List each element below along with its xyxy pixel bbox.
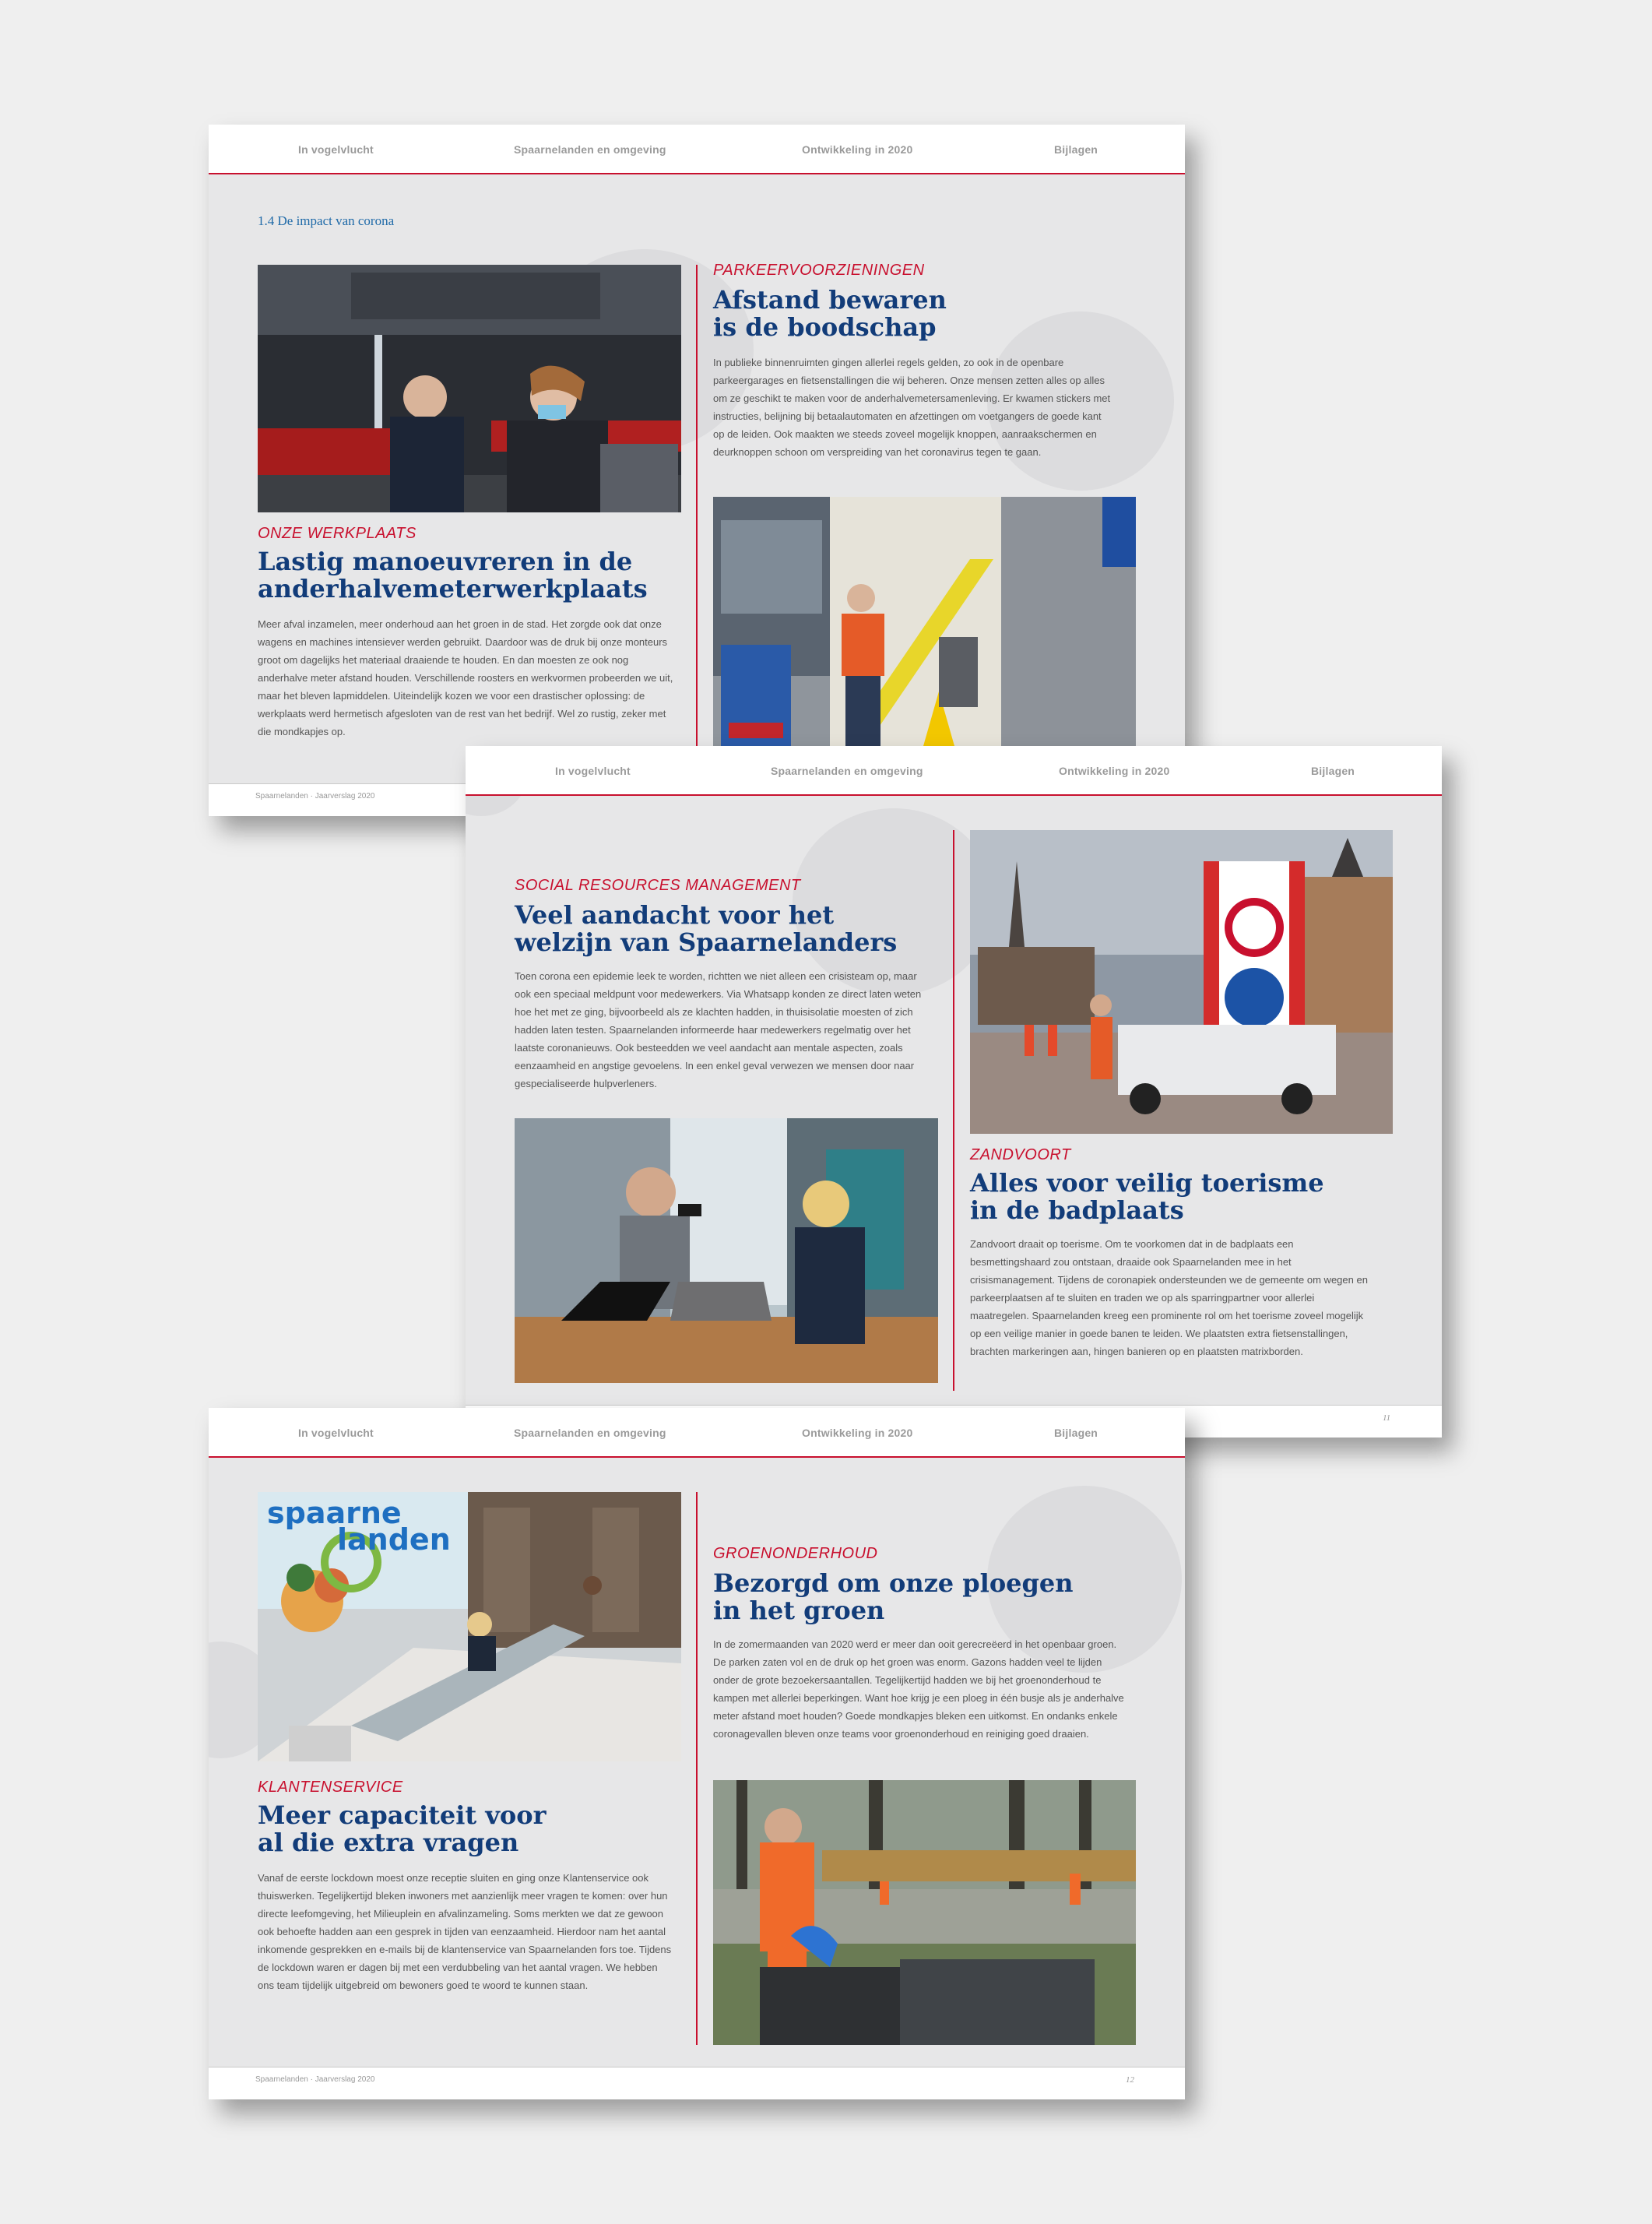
headline-line: Alles voor veilig toerisme bbox=[970, 1168, 1324, 1198]
spaarnelanden-logo-sign bbox=[267, 1496, 451, 1557]
column-divider bbox=[696, 1492, 698, 2045]
page-footer bbox=[209, 2067, 1185, 2099]
nav-link-bijlagen[interactable]: Bijlagen bbox=[1311, 765, 1355, 777]
article-headline bbox=[258, 1802, 546, 1856]
footer-text: Spaarnelanden · Jaarverslag 2020 bbox=[255, 2075, 375, 2084]
column-divider bbox=[953, 830, 954, 1391]
headline-line: anderhalvemeterwerkplaats bbox=[258, 574, 648, 604]
article-kicker: KLANTENSERVICE bbox=[258, 1779, 403, 1796]
nav-link-spaarnelanden[interactable]: Spaarnelanden en omgeving bbox=[514, 143, 666, 156]
headline-line: Bezorgd om onze ploegen bbox=[713, 1568, 1074, 1598]
logo-text: landen bbox=[337, 1522, 451, 1557]
logo-text: spaarne bbox=[267, 1496, 402, 1530]
headline-line: Meer capaciteit voor bbox=[258, 1800, 547, 1830]
article-kicker: SOCIAL RESOURCES MANAGEMENT bbox=[515, 877, 801, 894]
parking-garage-photo bbox=[713, 497, 1136, 754]
nav-link-ontwikkeling[interactable]: Ontwikkeling in 2020 bbox=[1059, 765, 1170, 777]
footer-text: Spaarnelanden · Jaarverslag 2020 bbox=[255, 792, 375, 801]
nav-link-spaarnelanden[interactable]: Spaarnelanden en omgeving bbox=[771, 765, 923, 777]
zandvoort-street-photo bbox=[970, 830, 1393, 1134]
nav-link-in-vogelvlucht[interactable]: In vogelvlucht bbox=[555, 765, 631, 777]
nav-link-in-vogelvlucht[interactable]: In vogelvlucht bbox=[298, 1427, 374, 1439]
headline-line: Afstand bewaren bbox=[713, 285, 947, 315]
article-kicker: GROENONDERHOUD bbox=[713, 1545, 878, 1562]
headline-line: is de boodschap bbox=[713, 312, 937, 342]
article-kicker: PARKEERVOORZIENINGEN bbox=[713, 262, 925, 279]
nav-link-ontwikkeling[interactable]: Ontwikkeling in 2020 bbox=[802, 143, 913, 156]
article-body: Vanaf de eerste lockdown moest onze receptie sluiten en ging onze Klantenservice ook thuiswerken. Tegelijkertijd bleken inwoners met aanzienlijk meer vragen te komen: over hun directe leefomgeving, het Milieuplein en afvalinzameling. Soms merkten we dat ze gewoon ook behoefte hadden aan een gesprek in tijden van eenzaamheid. Hierdoor nam het aantal inkomende gesprekken en e-mails bij de klantenservice van Spaarnelanden fors toe. Tijdens de lockdown waren er dagen bij met een verdubbeling van het aantal vragen. We hebben ons team tijdelijk uitgebreid om bewoners goed te woord te kunnen staan. bbox=[258, 1872, 672, 1991]
reception-desk-photo bbox=[258, 1492, 681, 1761]
article-body: Zandvoort draait op toerisme. Om te voorkomen dat in de badplaats een besmettingshaard zou ontstaan, draaide ook Spaarnelanden mee in het crisismanagement. Tijdens de coronapiek ondersteunden we de gemeente om wegen en parkeerplaatsen af te sluiten en traden we op als sparringpartner voor allerlei maatregelen. Spaarnelanden kreeg een prominente rol om het toerisme zoveel mogelijk op een veilige manier in goede banen te leiden. We plaatsten extra fietsenstallingen, brachten markeringen aan, hingen banieren op en plaatsten matrixborden. bbox=[970, 1238, 1368, 1357]
article-headline bbox=[970, 1170, 1324, 1224]
article-body: Meer afval inzamelen, meer onderhoud aan het groen in de stad. Het zorgde ook dat onze wagens en machines intensiever werden gebruikt. Daardoor was de druk bij onze monteurs groot om dagelijks het materiaal draaiende te houden. En dan moesten ze ook nog anderhalve meter afstand houden. Verschillende roosters en werkvormen probeerden we uit, maar het bleven lapmiddelen. Uiteindelijk kozen we voor een drastischer oplossing: de werkplaats werd hermetisch afgesloten van de rest van het bedrijf. Wel zo rustig, zeker met die mondkapjes op. bbox=[258, 618, 673, 737]
article-body: In de zomermaanden van 2020 werd er meer dan ooit gerecreëerd in het openbaar groen. De parken zaten vol en de druk op het groen was enorm. Gazons hadden veel te lijden onder de grote bezoekersaantallen. Tegelijkertijd hadden we bij het groenonderhoud te kampen met allerlei beperkingen. Want hoe krijg je een ploeg in één busje als je anderhalve meter afstand moet houden? Goede mondkapjes bleken een uitkomst. En ondanks enkele coronagevallen bleven onze teams voor groenonderhoud en reiniging goed draaien. bbox=[713, 1638, 1124, 1740]
article-headline bbox=[258, 548, 648, 603]
park-maintenance-photo bbox=[713, 1780, 1136, 2045]
top-navigation bbox=[209, 125, 1185, 174]
headline-line: in de badplaats bbox=[970, 1195, 1184, 1225]
article-kicker: ONZE WERKPLAATS bbox=[258, 525, 417, 542]
article-kicker: ZANDVOORT bbox=[970, 1146, 1071, 1163]
article-body: In publieke binnenruimten gingen allerlei regels gelden, zo ook in de openbare parkeergarages en fietsenstallingen die wij beheren. Onze mensen zetten alles op alles om ze geschikt te maken voor de anderhalvemetersamenleving. Er kwamen stickers met instructies, belijning bij betaalautomaten en afzettingen om voetgangers de goede kant op de leiden. Ook maakten we steeds zoveel mogelijk knoppen, aanraakschermen en deurknoppen schoon om verspreiding van het coronavirus tegen te gaan. bbox=[713, 357, 1111, 458]
workshop-photo bbox=[258, 265, 681, 512]
article-body: Toen corona een epidemie leek te worden, richtten we niet alleen een crisisteam op, maar ook een speciaal meldpunt voor medewerkers. Via Whatsapp konden ze direct laten weten hoe het met ze ging, bijvoorbeeld als ze klachten hadden, in thuisisolatie moesten of zich hadden laten testen. Spaarnelanden informeerde haar medewerkers regelmatig over het laatste coronanieuws. Ook besteedden we veel aandacht aan mentale aspecten, zoals eenzaamheid en angstige gevoelens. In een enkel geval verwezen we mensen door naar gespecialiseerde hulpverleners. bbox=[515, 970, 922, 1089]
top-navigation bbox=[209, 1408, 1185, 1458]
nav-link-in-vogelvlucht[interactable]: In vogelvlucht bbox=[298, 143, 374, 156]
article-headline bbox=[515, 902, 897, 956]
nav-link-bijlagen[interactable]: Bijlagen bbox=[1054, 1427, 1098, 1439]
page-number: 11 bbox=[1383, 1413, 1391, 1423]
report-page-2 bbox=[466, 746, 1442, 1438]
headline-line: Veel aandacht voor het bbox=[515, 900, 835, 930]
headline-line: welzijn van Spaarnelanders bbox=[515, 927, 898, 957]
headline-line: in het groen bbox=[713, 1596, 885, 1625]
article-headline bbox=[713, 1570, 1074, 1624]
page-number: 12 bbox=[1126, 2075, 1134, 2085]
headline-line: al die extra vragen bbox=[258, 1828, 519, 1857]
article-headline bbox=[713, 287, 947, 341]
nav-link-ontwikkeling[interactable]: Ontwikkeling in 2020 bbox=[802, 1427, 913, 1439]
report-page-3 bbox=[209, 1408, 1185, 2099]
nav-link-bijlagen[interactable]: Bijlagen bbox=[1054, 143, 1098, 156]
top-navigation bbox=[466, 746, 1442, 796]
office-meeting-photo bbox=[515, 1118, 938, 1383]
column-divider bbox=[696, 265, 698, 748]
headline-line: Lastig manoeuvreren in de bbox=[258, 547, 633, 576]
section-label: 1.4 De impact van corona bbox=[258, 213, 395, 228]
nav-link-spaarnelanden[interactable]: Spaarnelanden en omgeving bbox=[514, 1427, 666, 1439]
report-page-1 bbox=[209, 125, 1185, 816]
